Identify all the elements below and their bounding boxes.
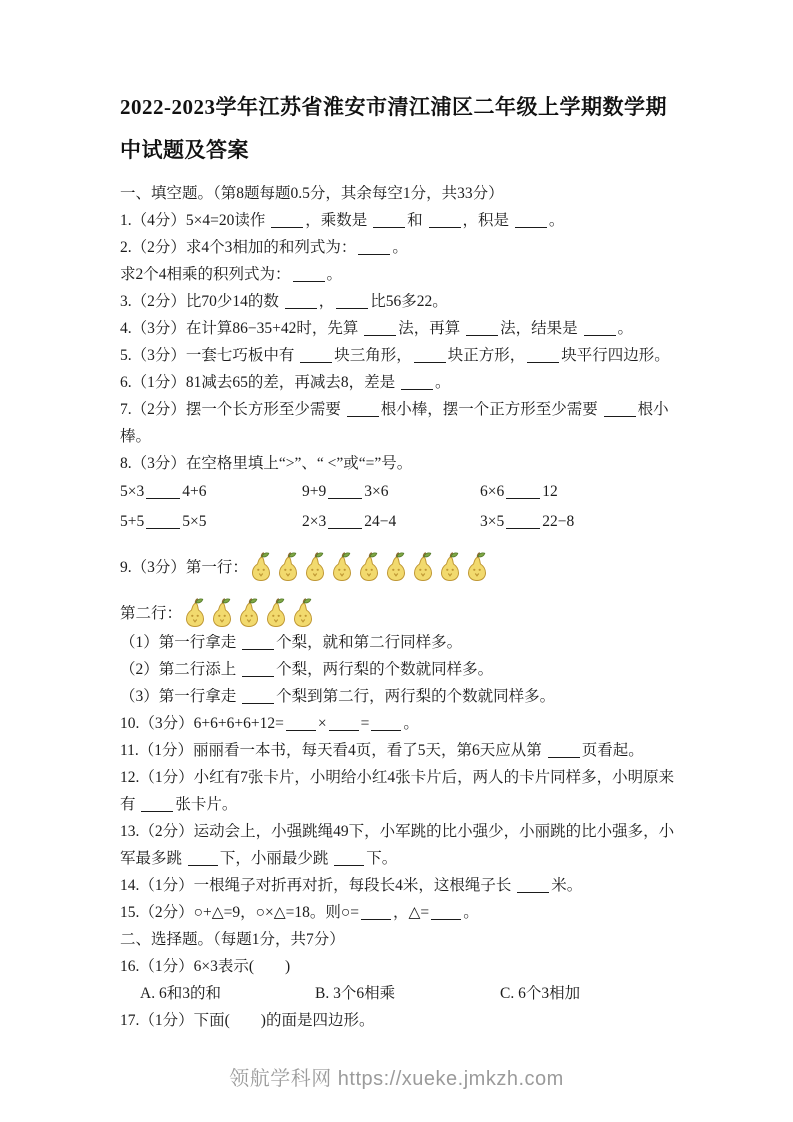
question-11: 11.（1分）丽丽看一本书，每天看4页，看了5天，第6天应从第 页看起。 [120, 742, 644, 759]
pear-icon [209, 597, 235, 629]
question-5: 5.（3分）一套七巧板中有 块三角形， 块正方形， 块平行四边形。 [120, 347, 670, 364]
comparison-cell-2-3: 3×5 22−8 [480, 513, 575, 530]
question-14: 14.（1分）一根绳子对折再对折，每段长4米，这根绳子长 米。 [120, 877, 583, 894]
answer-blank [401, 375, 433, 390]
answer-blank [373, 213, 405, 228]
answer-blank [336, 294, 368, 309]
answer-blank [361, 905, 391, 920]
q9-row1-label: 9.（3分）第一行： [120, 559, 248, 576]
answer-blank [293, 267, 325, 282]
pear-icon [302, 551, 328, 583]
page-title: 2022-2023学年江苏省淮安市清江浦区二年级上学期数学期中试题及答案 [120, 95, 667, 162]
pear-icon [290, 597, 316, 629]
comparison-row-2 [120, 507, 680, 537]
comparison-cell-2-2: 2×3 24−4 [302, 513, 397, 530]
question-9-sub-1: （1）第一行拿走 个梨，就和第二行同样多。 [120, 634, 463, 651]
answer-blank [141, 797, 173, 812]
question-3: 3.（2分）比70少14的数 ， 比56多22。 [120, 293, 448, 310]
answer-blank [429, 213, 461, 228]
pear-icon [263, 597, 289, 629]
answer-blank [242, 689, 274, 704]
question-15: 15.（2分）○+△=9，○×△=18。则○= ，△= 。 [120, 904, 479, 921]
answer-blank [364, 321, 396, 336]
pear-icon [437, 551, 463, 583]
question-10: 10.（3分）6+6+6+6+12= × = 。 [120, 715, 419, 732]
question-9-sub-3: （3）第一行拿走 个梨到第二行，两行梨的个数就同样多。 [120, 688, 556, 705]
question-12: 12.（1分）小红有7张卡片，小明给小红4张卡片后，两人的卡片同样多，小明原来有 张卡片。 [120, 769, 675, 813]
answer-blank [431, 905, 461, 920]
comparison-row-1 [120, 477, 680, 507]
comparison-cell-1-2: 9+9 3×6 [302, 483, 389, 500]
question-2-continued: 求2个4相乘的积列式为： 。 [120, 266, 343, 283]
pear-group-row-1 [248, 551, 490, 583]
answer-blank [188, 851, 218, 866]
option-a: A. 6和3的和 [140, 985, 221, 1002]
pear-icon [383, 551, 409, 583]
pear-icon [329, 551, 355, 583]
comparison-cell-1-3: 6×6 12 [480, 483, 558, 500]
footer-watermark: 领航学科网 https://xueke.jmkzh.com [229, 1068, 564, 1090]
question-9-row-2 [120, 583, 680, 629]
question-2: 2.（2分）求4个3相加的和列式为： 。 [120, 239, 408, 256]
pear-icon [236, 597, 262, 629]
option-c: C. 6个3相加 [500, 985, 581, 1002]
answer-blank [604, 402, 636, 417]
question-16: 16.（1分）6×3表示( ) [120, 958, 291, 975]
pear-icon [248, 551, 274, 583]
answer-blank [517, 878, 549, 893]
answer-blank [506, 484, 540, 499]
question-9-row-1 [120, 537, 680, 583]
pear-icon [410, 551, 436, 583]
question-9-sub-2: （2）第二行添上 个梨，两行梨的个数就同样多。 [120, 661, 494, 678]
answer-blank [414, 348, 446, 363]
answer-blank [271, 213, 303, 228]
answer-blank [527, 348, 559, 363]
answer-blank [329, 716, 359, 731]
question-6: 6.（1分）81减去65的差，再减去8，差是 。 [120, 374, 451, 391]
question-4: 4.（3分）在计算86−35+42时，先算 法，再算 法，结果是 。 [120, 320, 634, 337]
question-17: 17.（1分）下面( )的面是四边形。 [120, 1012, 375, 1029]
question-8: 8.（3分）在空格里填上“>”、“ <”或“=”号。 [120, 455, 413, 472]
answer-blank [347, 402, 379, 417]
section-2-heading: 二、选择题。（每题1分，共7分） [120, 931, 345, 948]
question-13: 13.（2分）运动会上，小强跳绳49下，小军跳的比小强少，小丽跳的比小强多，小军最多跳 下，小丽最少跳 下。 [120, 823, 675, 867]
answer-blank [371, 716, 401, 731]
pear-icon [356, 551, 382, 583]
pear-icon [275, 551, 301, 583]
answer-blank [242, 635, 274, 650]
comparison-cell-2-1: 5+5 5×5 [120, 513, 207, 530]
pear-group-row-2 [182, 597, 316, 629]
answer-blank [466, 321, 498, 336]
answer-blank [286, 716, 316, 731]
comparison-cell-1-1: 5×3 4+6 [120, 483, 207, 500]
answer-blank [515, 213, 547, 228]
answer-blank [285, 294, 317, 309]
answer-blank [334, 851, 364, 866]
answer-blank [146, 484, 180, 499]
question-1: 1.（4分）5×4=20读作 ，乘数是 和 ，积是 。 [120, 212, 565, 229]
q9-row2-label: 第二行： [120, 605, 183, 622]
answer-blank [506, 514, 540, 529]
answer-blank [328, 484, 362, 499]
answer-blank [584, 321, 616, 336]
answer-blank [146, 514, 180, 529]
answer-blank [242, 662, 274, 677]
section-1-heading: 一、填空题。（第8题每题0.5分，其余每空1分，共33分） [120, 185, 504, 202]
pear-icon [464, 551, 490, 583]
question-7: 7.（2分）摆一个长方形至少需要 根小棒，摆一个正方形至少需要 根小棒。 [120, 401, 669, 445]
pear-icon [182, 597, 208, 629]
answer-blank [300, 348, 332, 363]
exam-page [120, 86, 680, 1034]
answer-blank [328, 514, 362, 529]
option-b: B. 3个6相乘 [315, 985, 396, 1002]
answer-blank [358, 240, 390, 255]
question-16-options [120, 980, 680, 1007]
answer-blank [548, 743, 580, 758]
